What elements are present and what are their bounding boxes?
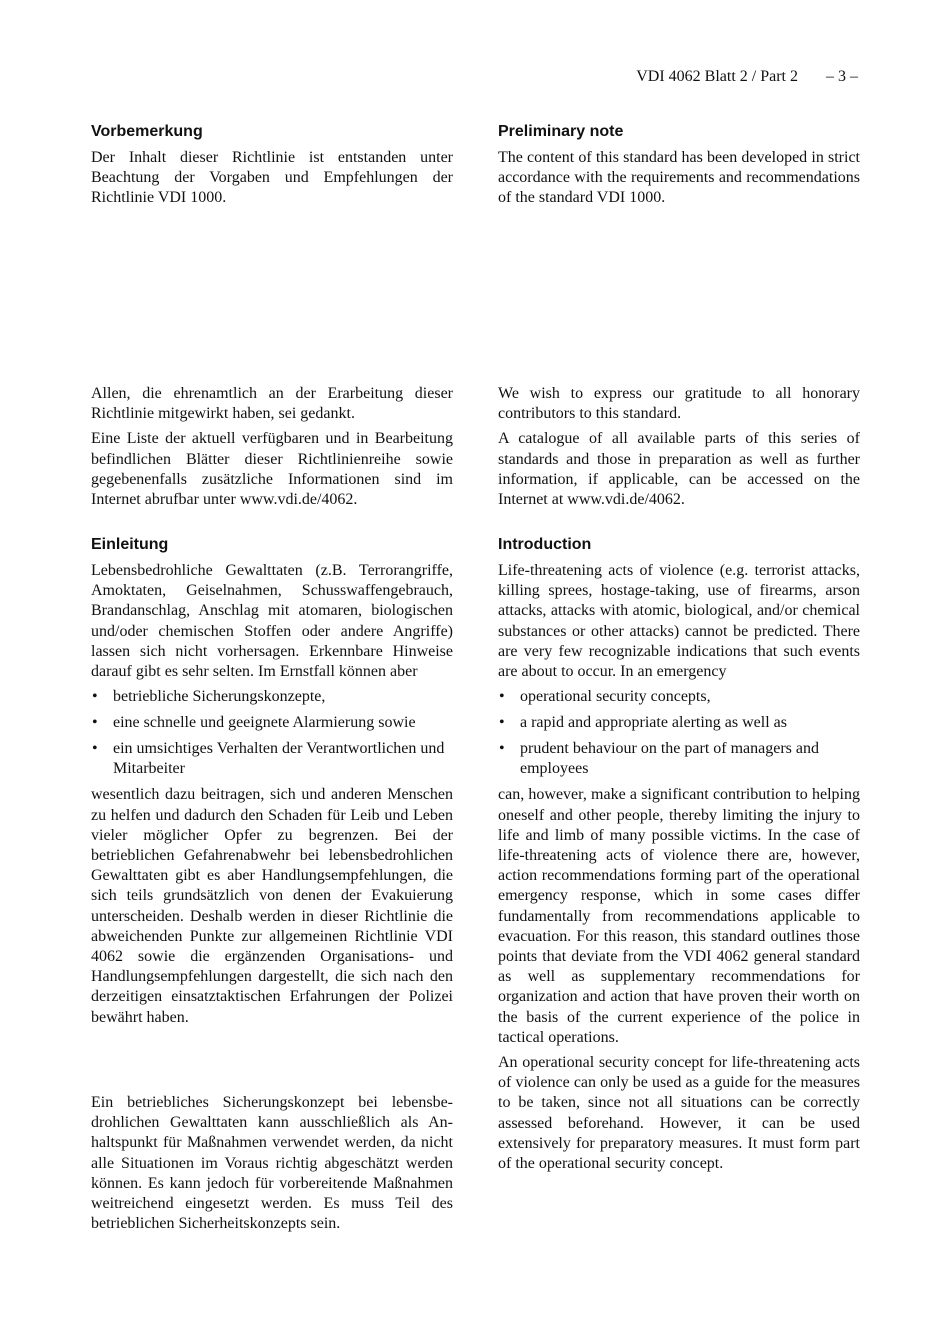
de-catalogue-text: Eine Liste der aktuell verfügbaren und in Bearbeitung befindlichen Blätter dieser Richtlinienreihe sowie gegebenenfalls zusätzliche Informationen sind im Internet abrufbar unter www.vdi.de/4062. [91, 430, 453, 509]
list-item: • operational security concepts, [498, 687, 860, 707]
list-item: • eine schnelle und geeignete Alarmierung sowie [91, 713, 453, 733]
list-item: • prudent behaviour on the part of managers and employees [498, 739, 860, 779]
en-introduction-heading: Introduction [498, 536, 592, 553]
list-item: • ein umsichtiges Verhalten der Verantwortlichen und Mitarbeiter [91, 739, 453, 779]
en-preliminary-section [498, 121, 860, 214]
de-thanks-text: Allen, die ehrenamtlich an der Erarbeitung dieser Richtlinie mitgewirkt haben, sei gedankt. [91, 385, 453, 423]
en-security-text: An operational security concept for life-threatening acts of violence can only be used as a guide for the measures to be taken, since not all situations can be correctly assessed beforehand. However, it can be used extensively for preparatory measures. It must form part of the operational security concept. [498, 1054, 860, 1173]
en-preliminary-text: The content of this standard has been developed in strict accordance with the requirements and recommendations of the standard VDI 1000. [498, 149, 860, 207]
de-after-bullets-text: wesentlich dazu beitragen, sich und anderen Menschen zu helfen und dadurch den Schaden für Leib und Leben vieler möglicher Opfer zu begrenzen. Bei der betrieblichen Gefahrenabwehr bei lebensbedrohlichen Gewalttaten gibt es aber Handlungsempfehlungen, die sich teils grundsätzlich von denen der Evakuierung unterscheiden. Deshalb werden in dieser Richtlinie die abweichenden Punkte zur allgemeinen Richtlinie VDI 4062 sowie die ergänzenden Organisations- und Handlungsempfehlungen dargestellt, die sich nach den derzeitigen einsatztaktischen Erfahrungen der Polizei bewährt haben. [91, 786, 453, 1026]
en-bullet-list [498, 687, 860, 779]
en-acknowledgement-section [498, 384, 860, 515]
page-header [636, 66, 858, 88]
de-bullet-list [91, 687, 453, 779]
en-introduction-section [498, 534, 860, 1179]
en-thanks-text: We wish to express our gratitude to all honorary contributors to this standard. [498, 385, 860, 423]
de-preliminary-section [91, 121, 453, 214]
list-item: • a rapid and appropriate alerting as well as [498, 713, 860, 733]
en-after-bullets-text: can, however, make a significant contribution to helping oneself and other people, thereby limiting the injury to life and limb of many possible victims. In the case of life-threatening acts of violence there are, however, action recommendations forming part of the operational emergency response, which in some cases differ fundamentally from recommendations applicable to evacuation. For this reason, this standard outlines those points that deviate from the VDI 4062 general standard as well as supplementary recommendations for organization and action that have proven their worth on the basis of the current experience of the police in tactical operations. [498, 786, 860, 1046]
de-introduction-text: Lebensbedrohliche Gewalttaten (z.B. Terrorangriffe, Amoktaten, Geiselnahmen, Schusswaffengebrauch, Brandanschlag, Anschlag mit atomaren, biologischen und/oder chemischen Stoffen oder andere Angriffe) lassen sich nicht vorhersagen. Erkennbare Hinweise darauf gibt es sehr selten. Im Ernstfall können aber [91, 562, 453, 681]
de-preliminary-text: Der Inhalt dieser Richtlinie ist entstanden unter Beachtung der Vorgaben und Empfehlungen der Richtlinie VDI 1000. [91, 149, 453, 207]
de-introduction-heading: Einleitung [91, 536, 169, 553]
standard-designation: VDI 4062 Blatt 2 / Part 2 [636, 68, 798, 85]
list-item: • betriebliche Sicherungskonzepte, [91, 687, 453, 707]
de-security-text: Ein betriebliches Sicherungskonzept bei lebensbedrohlichen Gewalttaten kann ausschließlich als Anhaltspunkt für Maßnahmen verwendet werden, da nicht alle Situationen im Voraus richtig abgeschätzt werden können. Es kann jedoch für vorbereitende Maßnahmen weitreichend eingesetzt werden. Es muss Teil des betrieblichen Sicherheitskonzepts sein. [91, 1094, 453, 1233]
en-preliminary-heading: Preliminary note [498, 123, 624, 140]
de-introduction-section [91, 534, 453, 1033]
de-acknowledgement-section [91, 384, 453, 515]
en-catalogue-text: A catalogue of all available parts of this series of standards and those in preparation as well as further information, if applicable, can be accessed on the Internet at www.vdi.de/4062. [498, 430, 860, 509]
de-preliminary-heading: Vorbemerkung [91, 123, 203, 140]
page-number: – 3 – [826, 68, 858, 85]
de-security-section [91, 1093, 453, 1239]
en-introduction-text: Life-threatening acts of violence (e.g. terrorist attacks, killing sprees, hostage-taking, use of firearms, arson attacks, attacks with atomic, biological, and/or chemical substances or other attacks) cannot be predicted. There are very few recognizable indications that such events are about to occur. In an emergency [498, 562, 860, 681]
